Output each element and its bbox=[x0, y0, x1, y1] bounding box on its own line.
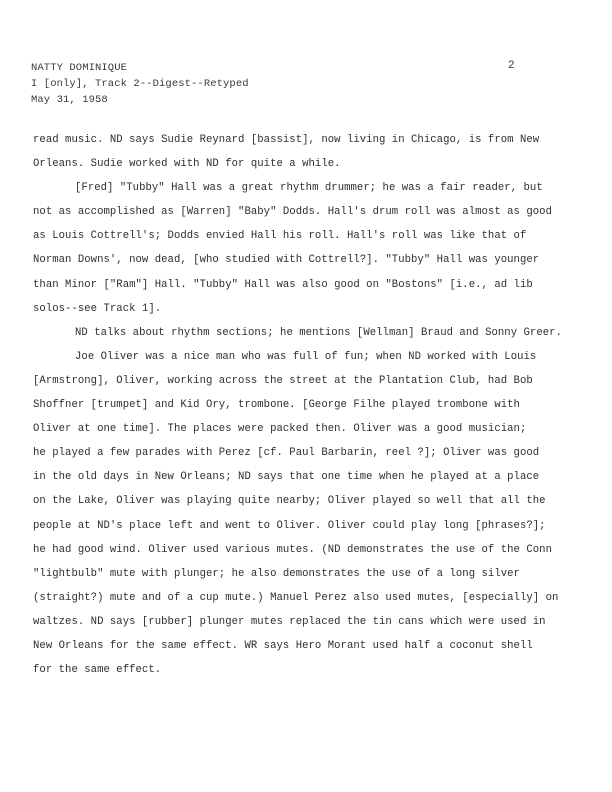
transcript-line: as Louis Cottrell's; Dodds envied Hall his roll. Hall's roll was like that of bbox=[33, 230, 527, 243]
transcript-line: people at ND's place left and went to Oliver. Oliver could play long [phrases?]; bbox=[33, 519, 546, 532]
transcript-line: [Armstrong], Oliver, working across the street at the Plantation Club, had Bob bbox=[33, 374, 533, 387]
transcript-line: waltzes. ND says [rubber] plunger mutes replaced the tin cans which were used in bbox=[33, 615, 546, 628]
interviewee-name: NATTY DOMINIQUE bbox=[31, 62, 128, 74]
reel-track-info: I [only], Track 2--Digest--Retyped bbox=[31, 78, 249, 90]
transcript-line: (straight?) mute and of a cup mute.) Manuel Perez also used mutes, [especially] on bbox=[33, 591, 559, 604]
document-header bbox=[31, 60, 249, 108]
transcript-line: New Orleans for the same effect. WR says Hero Morant used half a coconut shell bbox=[33, 639, 533, 652]
page-number: 2 bbox=[508, 60, 515, 72]
transcript-line: he played a few parades with Perez [cf. Paul Barbarin, reel ?]; Oliver was good bbox=[33, 447, 540, 460]
transcript-line: not as accomplished as [Warren] "Baby" Dodds. Hall's drum roll was almost as good bbox=[33, 206, 552, 219]
transcript-line: "lightbulb" mute with plunger; he also demonstrates the use of a long silver bbox=[33, 567, 520, 580]
transcript-line: Norman Downs', now dead, [who studied with Cottrell?]. "Tubby" Hall was younger bbox=[33, 254, 540, 267]
interview-date: May 31, 1958 bbox=[31, 94, 108, 106]
transcript-line: Orleans. Sudie worked with ND for quite a while. bbox=[33, 158, 341, 171]
transcript-line: ND talks about rhythm sections; he mentions [Wellman] Braud and Sonny Greer. bbox=[75, 326, 562, 339]
transcript-line: Oliver at one time]. The places were packed then. Oliver was a good musician; bbox=[33, 423, 527, 436]
transcript-line: on the Lake, Oliver was playing quite nearby; Oliver played so well that all the bbox=[33, 495, 546, 508]
transcript-line: read music. ND says Sudie Reynard [bassist], now living in Chicago, is from New bbox=[33, 134, 540, 146]
transcript-line: Shoffner [trumpet] and Kid Ory, trombone. [George Filhe played trombone with bbox=[33, 399, 520, 412]
transcript-line: Joe Oliver was a nice man who was full of fun; when ND worked with Louis bbox=[75, 350, 537, 363]
transcript-line: than Minor ["Ram"] Hall. "Tubby" Hall was also good on "Bostons" [i.e., ad lib bbox=[33, 278, 533, 291]
transcript-line: solos--see Track 1]. bbox=[33, 302, 162, 315]
transcript-body bbox=[33, 128, 563, 682]
transcript-line: [Fred] "Tubby" Hall was a great rhythm drummer; he was a fair reader, but bbox=[75, 182, 543, 195]
transcript-line: in the old days in New Orleans; ND says that one time when he played at a place bbox=[33, 471, 540, 484]
transcript-line: for the same effect. bbox=[33, 664, 162, 677]
transcript-line: he had good wind. Oliver used various mutes. (ND demonstrates the use of the Conn bbox=[33, 543, 552, 556]
